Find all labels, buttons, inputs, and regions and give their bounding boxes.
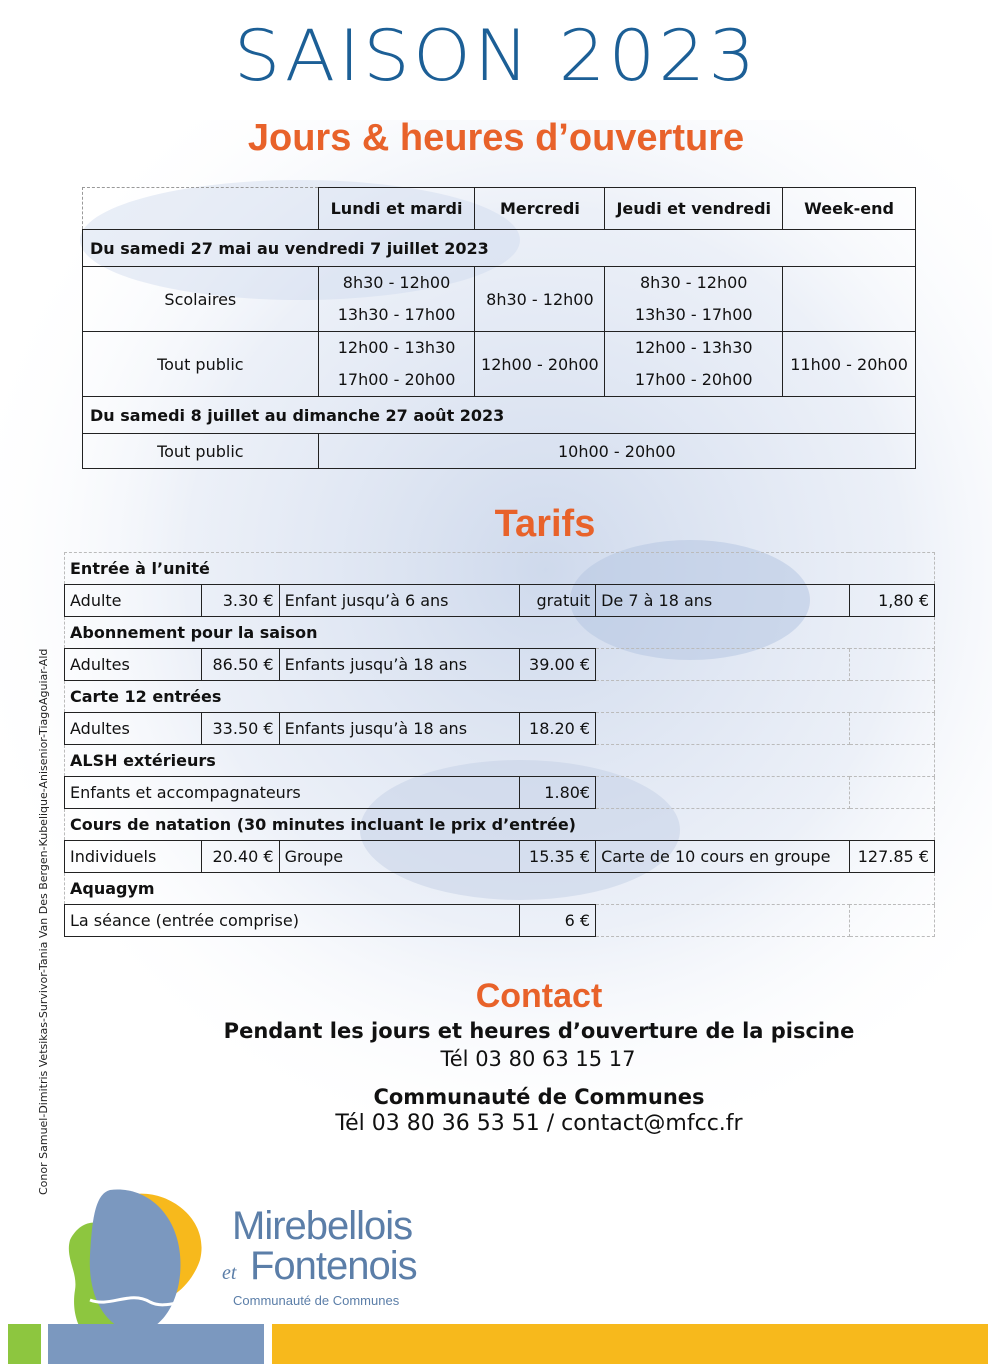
- hours-line: 8h30 - 12h00: [342, 273, 451, 292]
- contact-hours-note: Pendant les jours et heures d’ouverture de la piscine: [223, 1019, 855, 1043]
- logo-et: et: [222, 1262, 237, 1284]
- category-row: [65, 553, 935, 585]
- price-value: 3.30 €: [201, 585, 279, 617]
- price-label: Adultes: [65, 649, 202, 681]
- column-header: Lundi et mardi: [318, 188, 475, 230]
- hours-line: 17h00 - 20h00: [634, 370, 753, 389]
- hours-cell: 12h00 - 20h00: [475, 332, 605, 397]
- footer-bar-green: [8, 1324, 41, 1364]
- price-label: Adulte: [65, 585, 202, 617]
- opening-hours-table: [82, 187, 916, 469]
- price-value: 33.50 €: [201, 713, 279, 745]
- table-row: [65, 649, 935, 681]
- org-phone-email[interactable]: Tél 03 80 36 53 51 / contact@mfcc.fr: [335, 1111, 743, 1136]
- footer-bar-blue: [48, 1324, 264, 1364]
- empty-cell: [849, 649, 934, 681]
- hours-line: 8h30 - 12h00: [639, 273, 748, 292]
- category-row: [65, 873, 935, 905]
- category-row: [65, 745, 935, 777]
- photo-credit: Conor Samuel-Dimitris Vetsikas-Survivor-Tania Van Des Bergen-Kubelique-Anisenior-TiagoAguiar-Ald: [37, 648, 50, 1195]
- price-label: De 7 à 18 ans: [596, 585, 850, 617]
- category-row: [65, 617, 935, 649]
- hours-line: 13h30 - 17h00: [634, 305, 753, 324]
- table-row: [83, 267, 916, 332]
- price-value: 1.80€: [520, 777, 596, 809]
- column-header: Mercredi: [475, 188, 605, 230]
- price-value: 20.40 €: [201, 841, 279, 873]
- price-label: Individuels: [65, 841, 202, 873]
- page-title: SAISON 2023: [233, 15, 759, 97]
- row-label: Tout public: [83, 332, 319, 397]
- category-label: Aquagym: [65, 873, 935, 905]
- price-label: Enfants jusqu’à 18 ans: [279, 649, 520, 681]
- price-label: Enfant jusqu’à 6 ans: [279, 585, 520, 617]
- footer-color-bars: [0, 1322, 992, 1364]
- price-value: 18.20 €: [520, 713, 596, 745]
- category-label: Carte 12 entrées: [65, 681, 935, 713]
- hours-cell: 11h00 - 20h00: [783, 332, 916, 397]
- empty-cell: [596, 905, 850, 937]
- empty-cell: [849, 713, 934, 745]
- empty-cell: [596, 649, 850, 681]
- hours-cell: [605, 267, 783, 332]
- column-header: Week-end: [783, 188, 916, 230]
- hours-cell: [318, 332, 475, 397]
- contact-heading: Contact: [475, 977, 603, 1015]
- category-label: Cours de natation (30 minutes incluant le prix d’entrée): [65, 809, 935, 841]
- price-label: Adultes: [65, 713, 202, 745]
- price-label: Carte de 10 cours en groupe: [596, 841, 850, 873]
- price-value: 127.85 €: [849, 841, 934, 873]
- price-label: Enfants et accompagnateurs: [65, 777, 520, 809]
- hours-heading: Jours & heures d’ouverture: [247, 117, 745, 159]
- price-label: Groupe: [279, 841, 520, 873]
- pool-phone[interactable]: Tél 03 80 63 15 17: [440, 1047, 636, 1071]
- hours-cell: [318, 267, 475, 332]
- logo-name-line2: Fontenois: [250, 1244, 417, 1288]
- category-row: [65, 681, 935, 713]
- hours-cell: [605, 332, 783, 397]
- category-label: Abonnement pour la saison: [65, 617, 935, 649]
- tarifs-heading: Tarifs: [494, 503, 596, 545]
- empty-cell: [596, 777, 850, 809]
- period-row: [83, 397, 916, 434]
- tarifs-table: [64, 552, 935, 937]
- logo-name-line1: Mirebellois: [232, 1204, 413, 1248]
- table-row: [65, 841, 935, 873]
- price-value: gratuit: [520, 585, 596, 617]
- table-row: [83, 332, 916, 397]
- price-value: 1,80 €: [849, 585, 934, 617]
- hours-cell: [783, 267, 916, 332]
- category-label: Entrée à l’unité: [65, 553, 935, 585]
- price-value: 39.00 €: [520, 649, 596, 681]
- row-label: Scolaires: [83, 267, 319, 332]
- row-label: Tout public: [83, 434, 319, 469]
- hours-line: 12h00 - 13h30: [337, 338, 456, 357]
- category-label: ALSH extérieurs: [65, 745, 935, 777]
- empty-cell: [849, 777, 934, 809]
- category-row: [65, 809, 935, 841]
- table-row: [65, 777, 935, 809]
- column-header: Jeudi et vendredi: [605, 188, 783, 230]
- price-value: 15.35 €: [520, 841, 596, 873]
- logo-subtitle: Communauté de Communes: [233, 1293, 400, 1308]
- price-label: Enfants jusqu’à 18 ans: [279, 713, 520, 745]
- empty-cell: [849, 905, 934, 937]
- price-value: 6 €: [520, 905, 596, 937]
- price-label: La séance (entrée comprise): [65, 905, 520, 937]
- hours-line: 17h00 - 20h00: [337, 370, 456, 389]
- hours-cell: 8h30 - 12h00: [475, 267, 605, 332]
- empty-cell: [596, 713, 850, 745]
- hours-cell: 10h00 - 20h00: [318, 434, 915, 469]
- price-value: 86.50 €: [201, 649, 279, 681]
- header-blank-cell: [83, 188, 319, 230]
- hours-line: 12h00 - 13h30: [634, 338, 753, 357]
- table-header-row: [83, 188, 916, 230]
- period-label: Du samedi 8 juillet au dimanche 27 août 2023: [83, 397, 916, 434]
- table-row: [65, 713, 935, 745]
- hours-line: 13h30 - 17h00: [337, 305, 456, 324]
- table-row: [83, 434, 916, 469]
- table-row: [65, 585, 935, 617]
- period-row: [83, 230, 916, 267]
- table-row: [65, 905, 935, 937]
- org-name: Communauté de Communes: [373, 1085, 705, 1109]
- footer-bar-yellow: [272, 1324, 988, 1364]
- period-label: Du samedi 27 mai au vendredi 7 juillet 2023: [83, 230, 916, 267]
